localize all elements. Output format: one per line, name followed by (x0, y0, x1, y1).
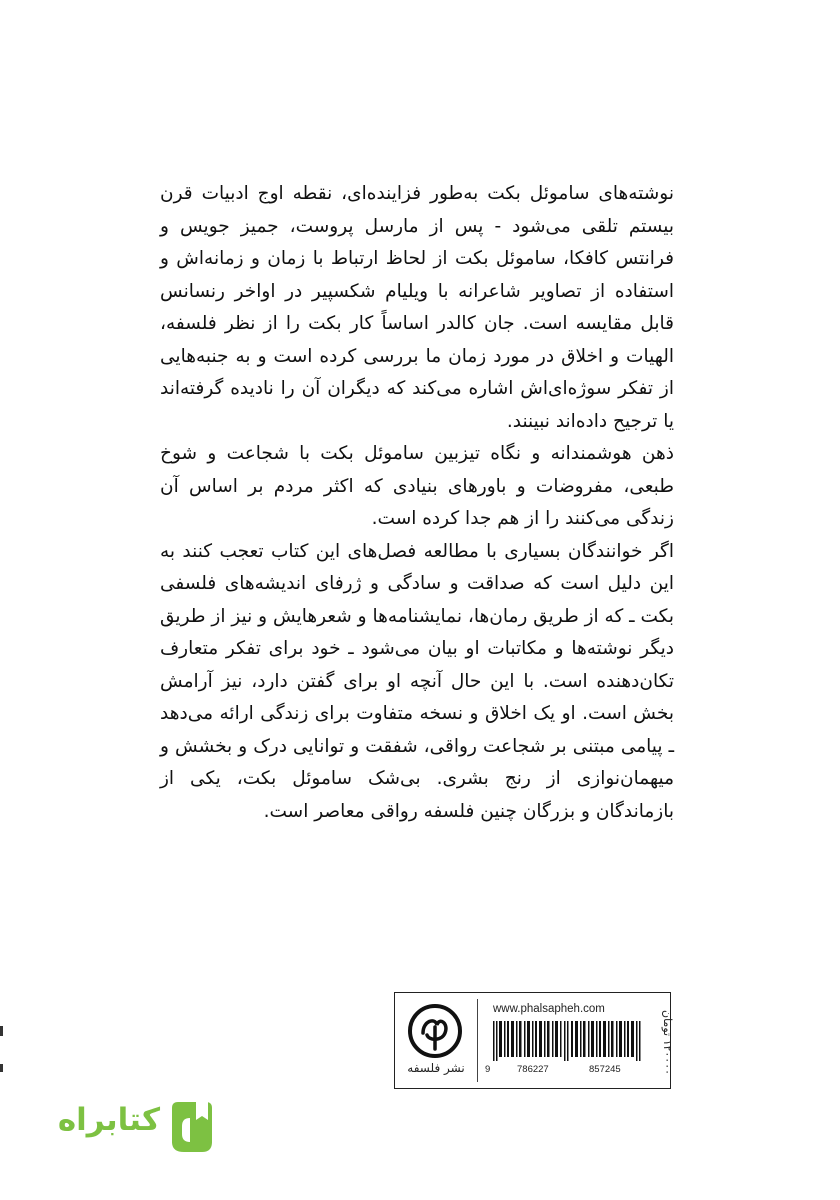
back-cover-text (160, 178, 674, 828)
edge-mark (0, 1026, 3, 1036)
price-label: ۱۲۰۰۰۰ تومان (661, 1010, 674, 1076)
brand-name: کتابراه (57, 1102, 160, 1138)
watermark-brand (40, 1098, 220, 1158)
paragraph-3: اگر خوانندگان بسیاری با مطالعه فصل‌های این کتاب تعجب کنند به این دلیل است که صداقت و سادگی و ژرفای اندیشه‌های فلسفی بکت ـ که از طریق رمان‌ها، نمایشنامه‌ها و شعرهایش و نیز از طریق دیگر نوشته‌ها و مکاتبات او بیان می‌شود ـ خود برای تفکر متعارف تکان‌دهنده است. با این حال آنچه او برای گفتن دارد، نیز آرامش بخش است. او یک اخلاق و نسخه متفاوت برای زندگی ارائه می‌دهد ـ پیامی مبتنی بر شجاعت رواقی، شفقت و توانایی درک و بخشش و میهمان‌نوازی از رنج بشری. بی‌شک ساموئل بکت، یکی از بازماندگان و بزرگان چنین فلسفه رواقی معاصر است. (160, 540, 674, 822)
barcode-digits-middle: 786227 (517, 1064, 549, 1075)
publisher-name: نشر فلسفه (407, 1061, 465, 1075)
paragraph-2: ذهن هوشمندانه و نگاه تیزبین ساموئل بکت با شجاعت و شوخ طبعی، مفروضات و باورهای بنیادی که اکثر مردم بر اساس آن زندگی می‌کنند را از هم جدا کرده است. (160, 443, 674, 529)
publisher-logo-icon (407, 1003, 463, 1059)
book-logo-icon (166, 1098, 220, 1156)
isbn-barcode (493, 1021, 643, 1061)
paragraph-1: نوشته‌های ساموئل بکت به‌طور فزاینده‌ای، نقطه اوج ادبیات قرن بیستم تلقی می‌شود - پس از مارسل پروست، جمیز جویس و فرانتس کافکا، ساموئل بکت از لحاظ ارتباط با زمان و زمانه‌اش و استفاده از تصاویر شاعرانه با ویلیام شکسپیر در اواخر رنسانس قابل مقایسه است. جان کالدر اساساً کار بکت را از نظر فلسفه، الهیات و اخلاق در مورد زمان ما بررسی کرده است و به جنبه‌هایی از تفکر سوژه‌ای‌اش اشاره می‌کند که دیگران آن را نادیده گرفته‌اند یا ترجیح داده‌اند نبینند. (160, 183, 674, 432)
publisher-url[interactable]: www.phalsapheh.com (493, 1003, 605, 1015)
edge-mark (0, 1064, 3, 1072)
barcode-digit-first: 9 (485, 1064, 491, 1075)
publisher-box (394, 992, 674, 1089)
box-divider (477, 999, 478, 1082)
barcode-digits-last: 857245 (589, 1064, 621, 1075)
